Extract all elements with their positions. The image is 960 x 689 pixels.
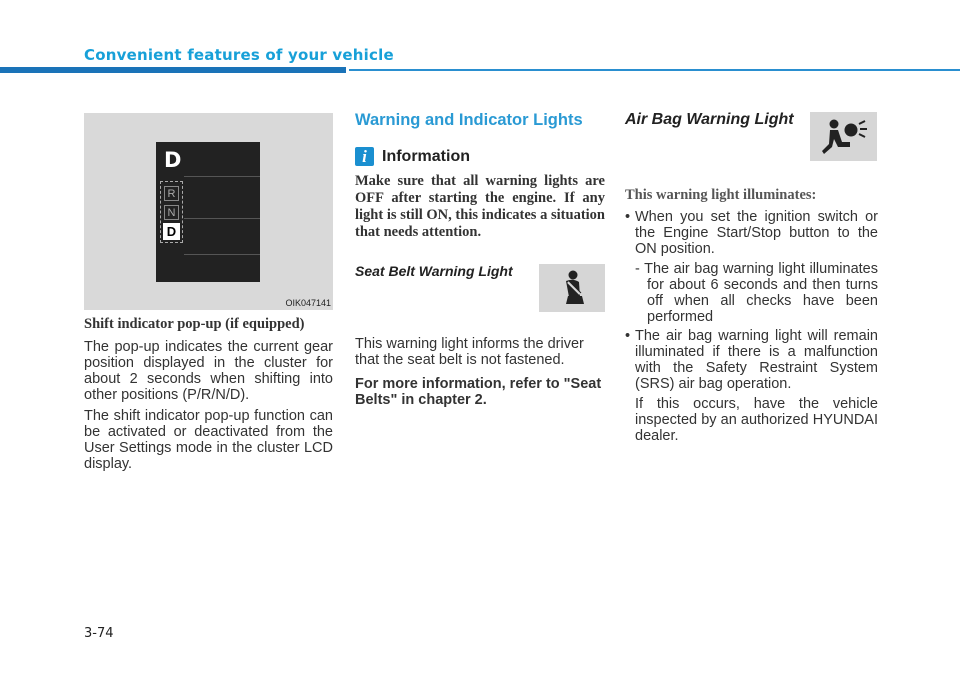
seatbelt-warning-title: Seat Belt Warning Light xyxy=(355,263,513,279)
gear-n: N xyxy=(164,205,179,220)
display-divider xyxy=(184,176,260,177)
seatbelt-warning-text: This warning light informs the driver that the seat belt is not fastened. xyxy=(355,336,584,368)
airbag-dealer-para: If this occurs, have the vehicle inspected by an authorized HYUNDAI dealer. xyxy=(635,396,878,444)
info-text: Make sure that all warning lights are OFF after starting the engine. If any light is still ON, this indicates a situation that needs attention. xyxy=(355,173,605,240)
airbag-warning-title: Air Bag Warning Light xyxy=(625,111,794,128)
info-title: Information xyxy=(382,148,470,165)
page-number: 3-74 xyxy=(84,626,114,641)
section-title: Warning and Indicator Lights xyxy=(355,111,583,129)
airbag-warning-icon xyxy=(810,112,877,161)
seatbelt-warning-icon xyxy=(539,264,605,312)
gear-r: R xyxy=(164,186,179,201)
shift-indicator-para1: The pop-up indicates the current gear position displayed in the cluster for about 2 seconds when shifting into other positions (P/R/N/D). xyxy=(84,339,333,403)
shift-indicator-heading: Shift indicator pop-up (if equipped) xyxy=(84,316,305,332)
chapter-title: Convenient features of your vehicle xyxy=(84,46,394,64)
info-icon: i xyxy=(355,147,374,166)
display-divider xyxy=(184,218,260,219)
airbag-sub-item-text: - The air bag warning light illuminates for about 6 seconds and then turns off when all checks have been performed xyxy=(635,261,878,325)
header-rule xyxy=(349,69,960,71)
seatbelt-reference: For more information, refer to "Seat Belts" in chapter 2. xyxy=(355,376,602,408)
shift-indicator-figure xyxy=(84,113,333,310)
cluster-display xyxy=(156,142,260,282)
airbag-bullet-malfunction xyxy=(625,328,878,392)
airbag-bullet-ignition-text: When you set the ignition switch or the Engine Start/Stop button to the ON position. xyxy=(635,209,878,257)
gear-indicator-popup xyxy=(160,181,183,243)
airbag-sub-item xyxy=(625,261,878,325)
airbag-subheading: This warning light illuminates: xyxy=(625,187,817,203)
shift-indicator-para2: The shift indicator pop-up function can be activated or deactivated from the User Settings mode in the cluster LCD display. xyxy=(84,408,333,472)
figure-code: OIK047141 xyxy=(285,298,331,308)
airbag-bullet-malfunction-text: The air bag warning light will remain illuminated if there is a malfunction with the Safety Restraint System (SRS) air bag operation. xyxy=(635,328,878,392)
header-bar xyxy=(0,67,346,73)
gear-d-selected: D xyxy=(163,223,180,240)
airbag-conditions xyxy=(625,209,878,444)
display-gear-label: D xyxy=(164,148,182,172)
shift-indicator-section xyxy=(84,316,333,472)
display-divider xyxy=(184,254,260,255)
airbag-bullet-ignition xyxy=(625,209,878,257)
